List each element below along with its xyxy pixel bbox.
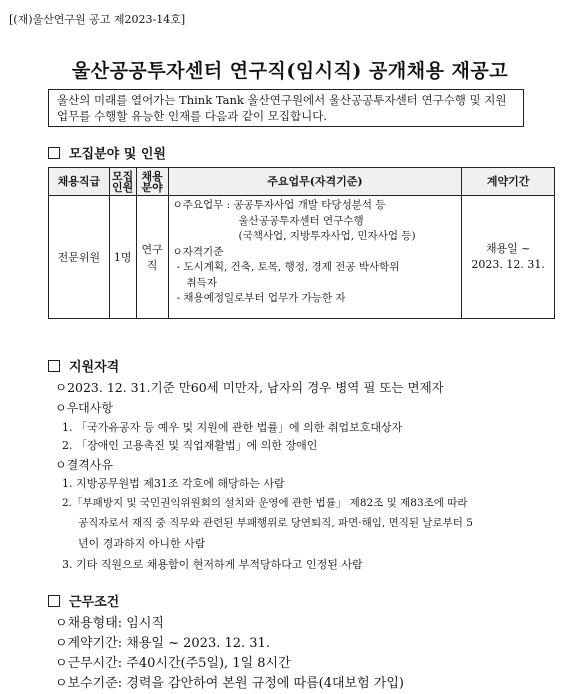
work-condition-item: ㅇ계약기간: 채용일 ~ 2023. 12. 31. xyxy=(55,636,270,651)
section-recruitment-title: 모집분야 및 인원 xyxy=(69,147,166,162)
table-header-cell: 계약기간 xyxy=(462,168,555,196)
disqualification-item: 3. 기타 직원으로 채용함이 현저하게 부적당하다고 인정된 사람 xyxy=(62,558,363,571)
section-work-conditions-title: 근무조건 xyxy=(69,595,120,610)
work-condition-item: ㅇ근무시간: 주40시간(주5일), 1일 8시간 xyxy=(55,656,291,671)
age-requirement: ㅇ2023. 12. 31.기준 만60세 미만자, 남자의 경우 병역 필 또는 면제자 xyxy=(55,380,444,395)
disqualification-item: 공직자로서 재직 중 직무와 관련된 부패행위로 당연퇴직, 파면·해임, 면직된 날로부터 5 xyxy=(78,517,473,529)
page-title: 울산공공투자센터 연구직(임시직) 공개채용 재공고 xyxy=(71,60,509,82)
table-row xyxy=(49,196,555,319)
section-eligibility-heading xyxy=(48,356,119,375)
section-eligibility-title: 지원자격 xyxy=(69,360,120,375)
duty-line: ㅇ자격기준 xyxy=(172,245,224,258)
disqualification-heading: ㅇ결격사유 xyxy=(55,458,113,472)
duty-line: 취득자 xyxy=(186,276,217,289)
duty-line: 울산공공투자센터 연구수행 xyxy=(238,214,364,227)
checkbox-square-icon xyxy=(48,595,60,607)
disqualification-item: 년이 경과하지 아니한 사람 xyxy=(78,537,206,550)
table-header-cell: 채용 분야 xyxy=(136,168,168,196)
section-recruitment-heading xyxy=(48,143,166,162)
table-header-cell: 채용직급 xyxy=(49,168,110,196)
disqualification-item: 2.「부패방지 및 국민권익위원회의 설치와 운영에 관한 법률」 제82조 및 제83조에 따라 xyxy=(62,497,468,509)
preference-item: 2. 「장애인 고용촉진 및 직업재활법」에 의한 장애인 xyxy=(62,439,318,452)
notice-number: [(재)울산연구원 공고 제2023-14호] xyxy=(9,13,186,26)
preference-item: 1. 「국가유공자 등 예우 및 지원에 관한 법률」에 의한 취업보호대상자 xyxy=(62,421,403,434)
duty-line: (국책사업, 지방투자사업, 민자사업 등) xyxy=(238,230,416,242)
duty-line: ㅇ주요업무 : 공공투자사업 개발 타당성분석 등 xyxy=(172,199,386,211)
field-cell: 연구직 xyxy=(136,196,168,319)
grade-cell: 전문위원 xyxy=(49,196,110,319)
work-condition-item: ㅇ보수기준: 경력을 감안하여 본원 규정에 따름(4대보험 가입) xyxy=(55,676,404,691)
table-header-cell: 모집 인원 xyxy=(109,168,136,196)
count-cell: 1명 xyxy=(109,196,136,319)
recruitment-table xyxy=(48,167,555,319)
preference-heading: ㅇ우대사항 xyxy=(55,401,113,415)
duty-line: - 도시계획, 건축, 토목, 행정, 경제 전공 박사학위 xyxy=(176,261,400,273)
work-condition-item: ㅇ채용형태: 임시직 xyxy=(55,616,164,631)
disqualification-item: 1. 지방공무원법 제31조 각호에 해당하는 사람 xyxy=(62,477,285,490)
duties-cell xyxy=(168,196,462,319)
checkbox-square-icon xyxy=(48,147,60,159)
checkbox-square-icon xyxy=(48,360,60,372)
contract-cell: 채용일 ~ 2023. 12. 31. xyxy=(462,196,555,319)
table-header-cell: 주요업무(자격기준) xyxy=(168,168,462,196)
section-work-conditions-heading xyxy=(48,591,119,610)
duty-line: - 채용예정일로부터 업무가 가능한 자 xyxy=(176,292,346,304)
intro-box: 울산의 미래를 열어가는 Think Tank 울산연구원에서 울산공공투자센터 연구수행 및 지원업무를 수행할 유능한 인재를 다음과 같이 모집합니다. xyxy=(48,89,524,127)
table-header-row xyxy=(49,168,555,196)
